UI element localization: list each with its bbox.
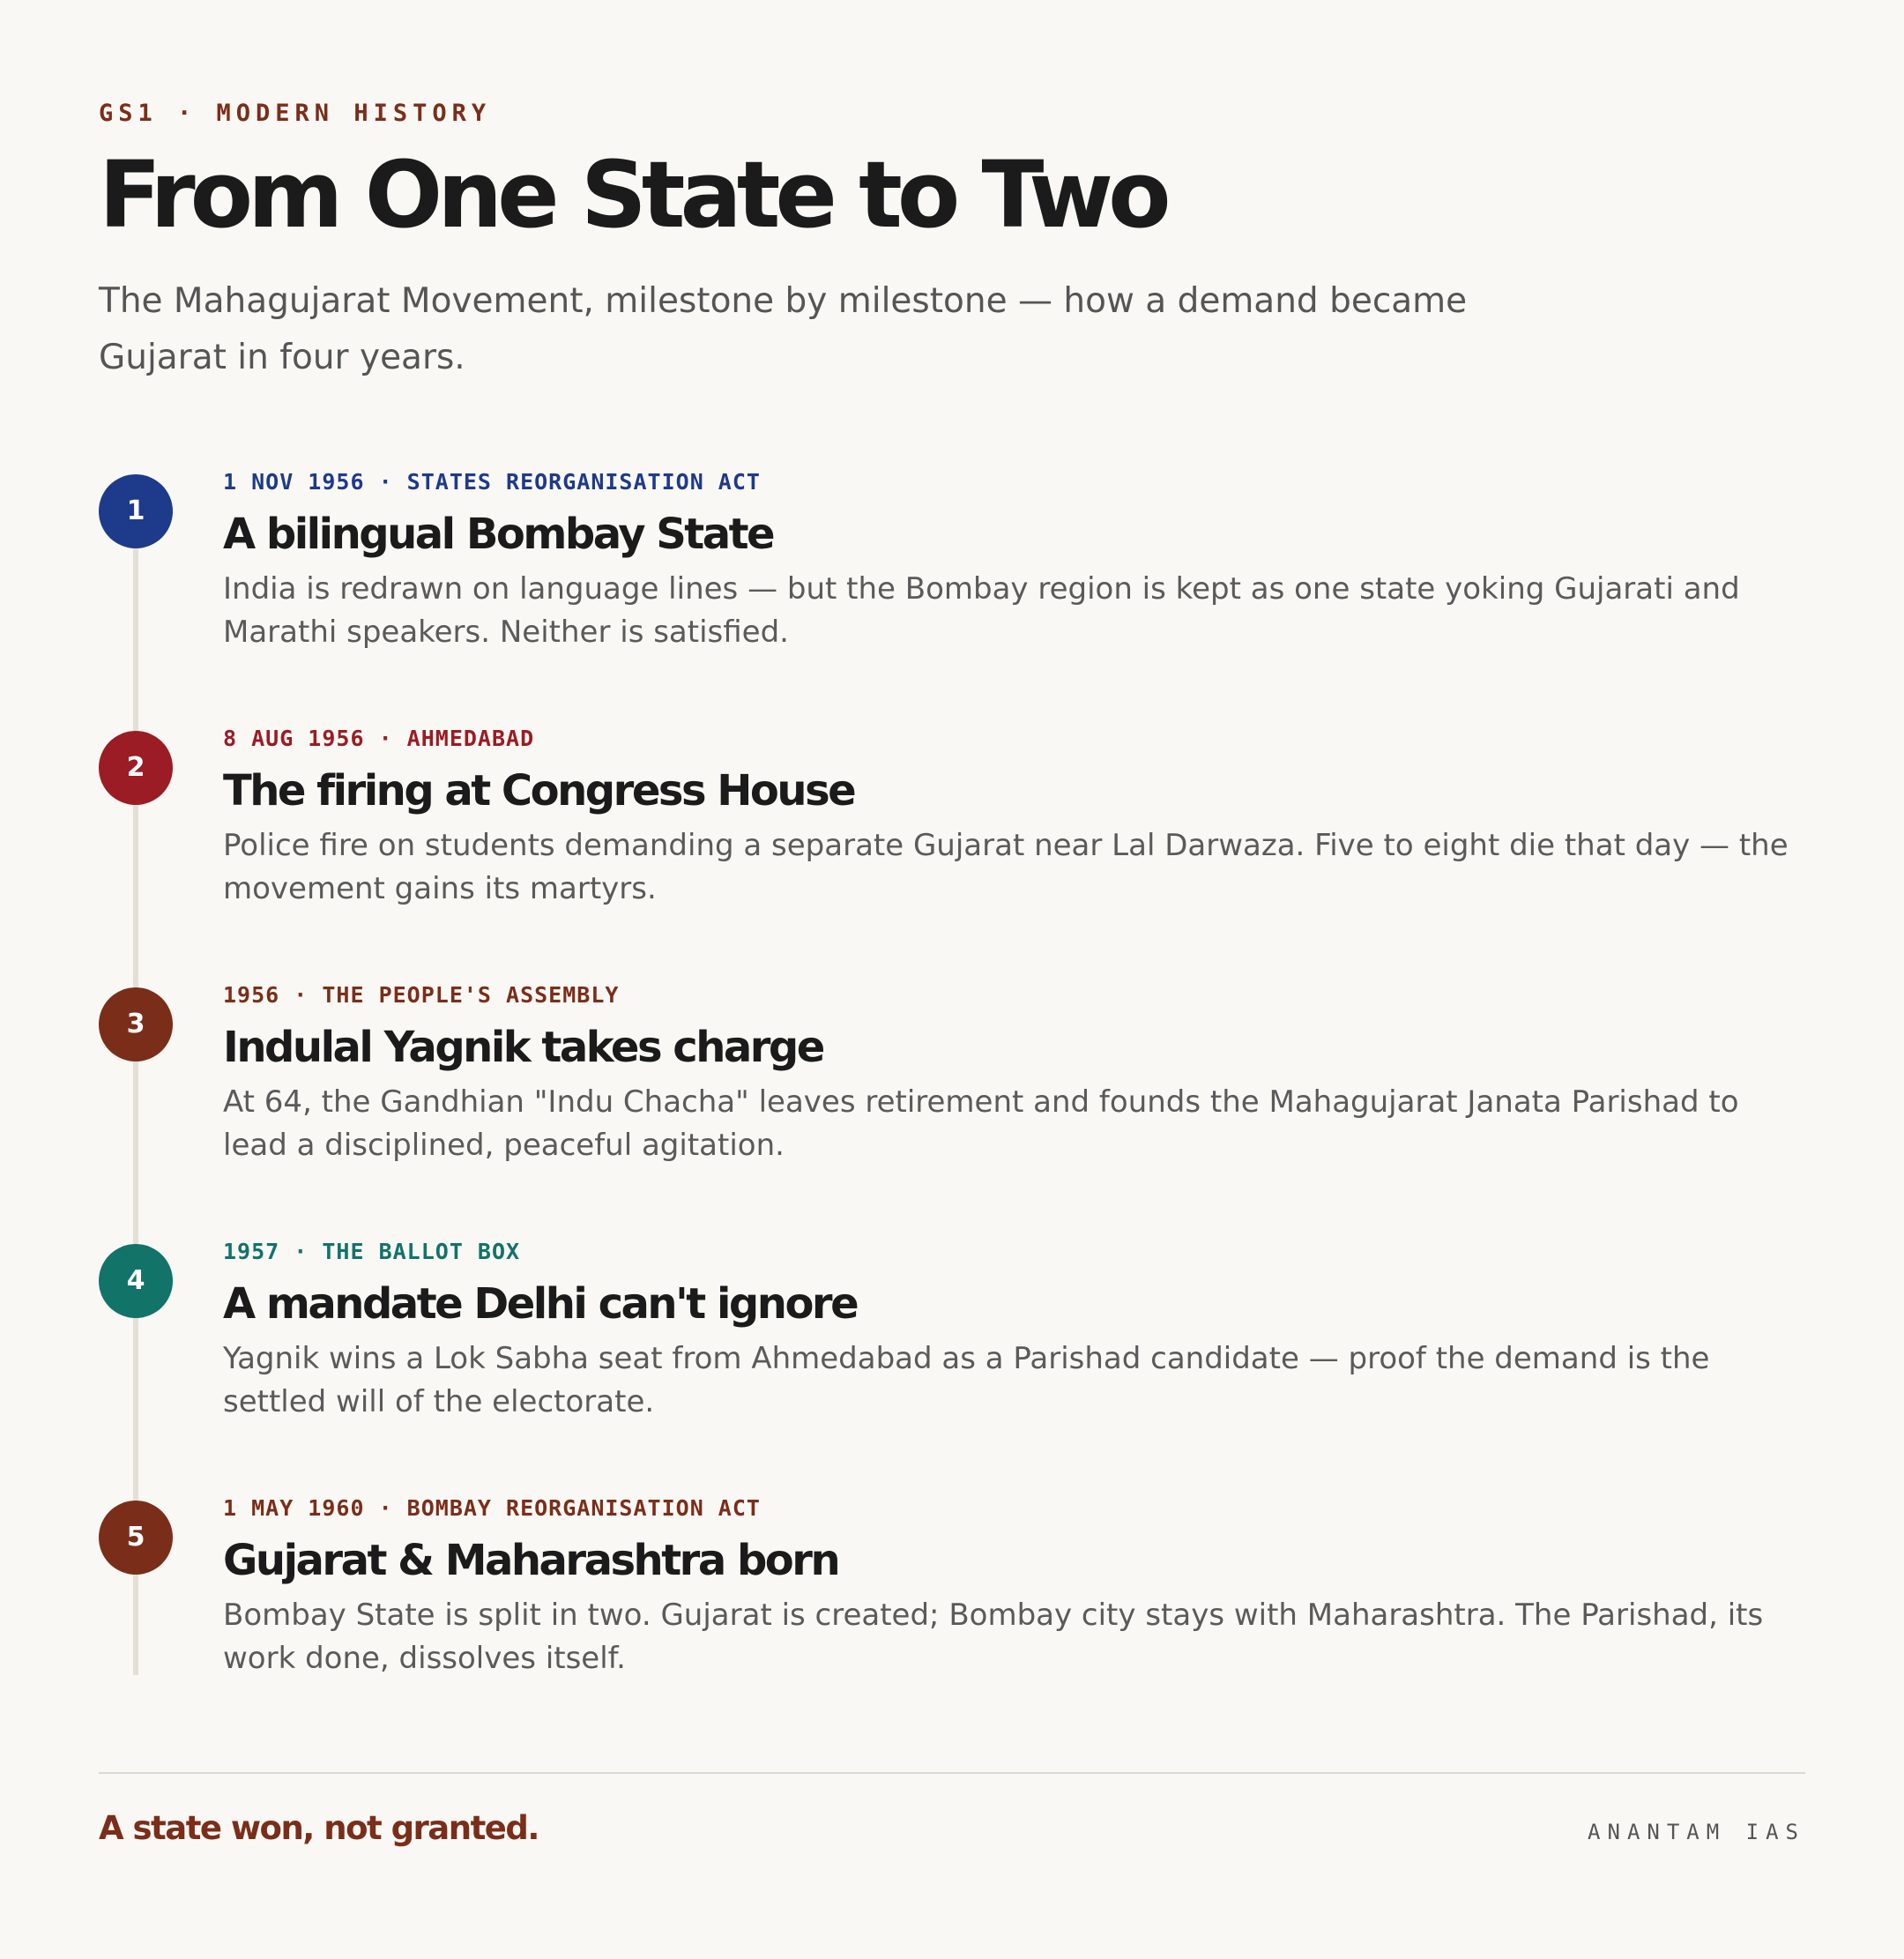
page-title: From One State to Two xyxy=(99,141,1166,249)
milestone-number-badge: 2 xyxy=(99,731,173,805)
milestone-number-badge: 1 xyxy=(99,474,173,548)
brand-name: ANANTAM IAS xyxy=(1588,1820,1805,1844)
milestone-description: At 64, the Gandhian "Indu Chacha" leaves retirement and founds the Mahagujarat Janata Parishad to lead a disciplined, peaceful agitation. xyxy=(223,1084,1739,1163)
milestone-date-label: 8 AUG 1956 · AHMEDABAD xyxy=(223,726,535,751)
milestone-date-label: 1 MAY 1960 · BOMBAY REORGANISATION ACT xyxy=(223,1495,761,1521)
milestone-content xyxy=(223,1493,1805,1680)
page xyxy=(99,0,1805,1959)
milestone-content xyxy=(223,1237,1805,1424)
footer-tagline: A state won, not granted. xyxy=(99,1809,539,1847)
milestone-number-badge: 4 xyxy=(99,1244,173,1318)
milestone-description: Police fire on students demanding a separate Gujarat near Lal Darwaza. Five to eight die that day — the movement gains its martyrs. xyxy=(223,828,1789,906)
milestone-title: Gujarat & Maharashtra born xyxy=(223,1536,839,1585)
milestone-number-badge: 5 xyxy=(99,1501,173,1575)
section-kicker: GS1 · MODERN HISTORY xyxy=(99,100,492,127)
milestone-content xyxy=(223,980,1805,1167)
milestone-number-badge: 3 xyxy=(99,987,173,1061)
milestone-description: Yagnik wins a Lok Sabha seat from Ahmedabad as a Parishad candidate — proof the demand is the settled will of the electorate. xyxy=(223,1341,1710,1419)
footer-divider xyxy=(99,1772,1805,1774)
milestone-content xyxy=(223,467,1805,654)
milestone-date-label: 1 NOV 1956 · STATES REORGANISATION ACT xyxy=(223,469,761,495)
page-subtitle: The Mahagujarat Movement, milestone by milestone — how a demand became Gujarat in four years. xyxy=(99,281,1468,377)
milestone-title: A mandate Delhi can't ignore xyxy=(223,1279,858,1329)
milestone-title: A bilingual Bombay State xyxy=(223,510,774,559)
milestone-description: Bombay State is split in two. Gujarat is created; Bombay city stays with Maharashtra. The Parishad, its work done, dissolves itself. xyxy=(223,1598,1764,1676)
milestone-description: India is redrawn on language lines — but the Bombay region is kept as one state yoking Gujarati and Marathi speakers. Neither is satisfied. xyxy=(223,571,1740,650)
milestone-date-label: 1956 · THE PEOPLE'S ASSEMBLY xyxy=(223,982,620,1008)
milestone-title: Indulal Yagnik takes charge xyxy=(223,1023,823,1072)
milestone-content xyxy=(223,724,1805,911)
milestone-title: The firing at Congress House xyxy=(223,766,855,816)
milestone-date-label: 1957 · THE BALLOT BOX xyxy=(223,1239,521,1264)
